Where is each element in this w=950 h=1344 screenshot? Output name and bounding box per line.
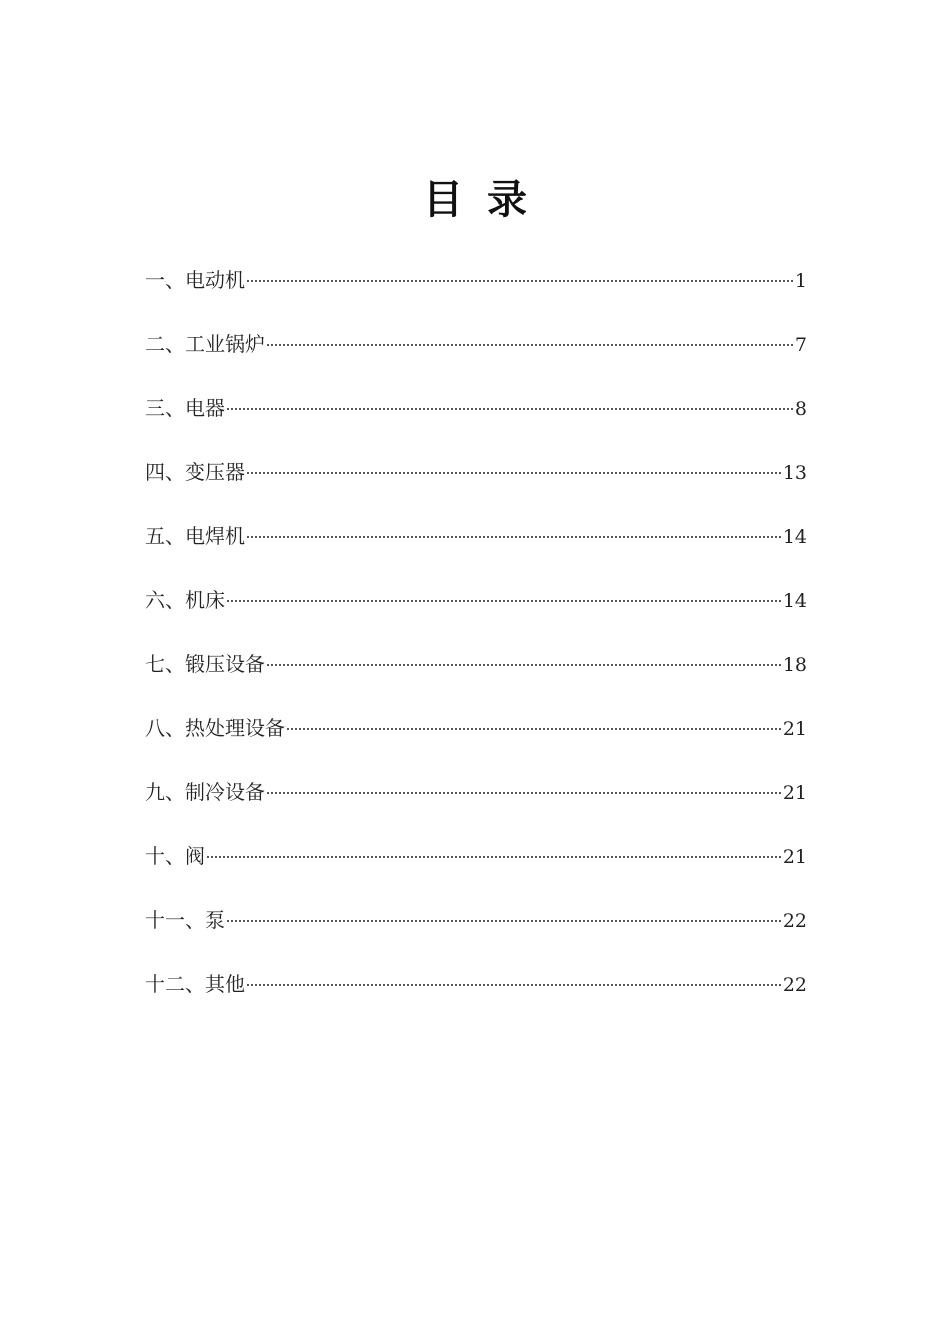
- toc-entry[interactable]: [145, 258, 807, 322]
- toc-entry-page: 21: [782, 846, 807, 868]
- page-title: 目录: [423, 177, 551, 223]
- toc-entry[interactable]: [145, 834, 807, 898]
- dot-leader: [247, 280, 793, 282]
- dot-leader: [227, 600, 781, 602]
- toc-entry-label: 十、阀: [145, 844, 205, 868]
- dot-leader: [247, 984, 781, 986]
- dot-leader: [287, 728, 781, 730]
- dot-leader: [227, 920, 781, 922]
- toc-entry-page: 22: [782, 910, 807, 932]
- toc-entry-page: 21: [782, 782, 807, 804]
- toc-entry-page: 7: [794, 334, 807, 356]
- table-of-contents: [145, 258, 807, 1026]
- dot-leader: [267, 664, 781, 666]
- toc-entry-label: 三、电器: [145, 396, 225, 420]
- toc-entry-page: 21: [782, 718, 807, 740]
- dot-leader: [227, 408, 793, 410]
- toc-entry[interactable]: [145, 450, 807, 514]
- toc-entry[interactable]: [145, 322, 807, 386]
- toc-entry-page: 22: [782, 974, 807, 996]
- toc-entry-label: 二、工业锅炉: [145, 332, 265, 356]
- toc-entry-page: 1: [794, 270, 807, 292]
- toc-entry[interactable]: [145, 386, 807, 450]
- toc-entry-label: 六、机床: [145, 588, 225, 612]
- toc-entry[interactable]: [145, 706, 807, 770]
- toc-entry-label: 五、电焊机: [145, 524, 245, 548]
- toc-entry-page: 14: [782, 590, 807, 612]
- dot-leader: [267, 792, 781, 794]
- toc-entry-label: 九、制冷设备: [145, 780, 265, 804]
- dot-leader: [247, 472, 781, 474]
- dot-leader: [267, 344, 793, 346]
- toc-entry-page: 13: [782, 462, 807, 484]
- toc-entry[interactable]: [145, 514, 807, 578]
- toc-entry-page: 8: [794, 398, 807, 420]
- toc-entry-page: 18: [782, 654, 807, 676]
- toc-entry[interactable]: [145, 642, 807, 706]
- toc-entry[interactable]: [145, 898, 807, 962]
- toc-entry-label: 八、热处理设备: [145, 716, 285, 740]
- dot-leader: [247, 536, 781, 538]
- toc-entry[interactable]: [145, 770, 807, 834]
- toc-entry-label: 一、电动机: [145, 268, 245, 292]
- toc-entry-label: 七、锻压设备: [145, 652, 265, 676]
- toc-entry[interactable]: [145, 962, 807, 1026]
- toc-entry-label: 四、变压器: [145, 460, 245, 484]
- toc-entry-page: 14: [782, 526, 807, 548]
- dot-leader: [207, 856, 781, 858]
- toc-entry-label: 十二、其他: [145, 972, 245, 996]
- toc-entry[interactable]: [145, 578, 807, 642]
- toc-entry-label: 十一、泵: [145, 908, 225, 932]
